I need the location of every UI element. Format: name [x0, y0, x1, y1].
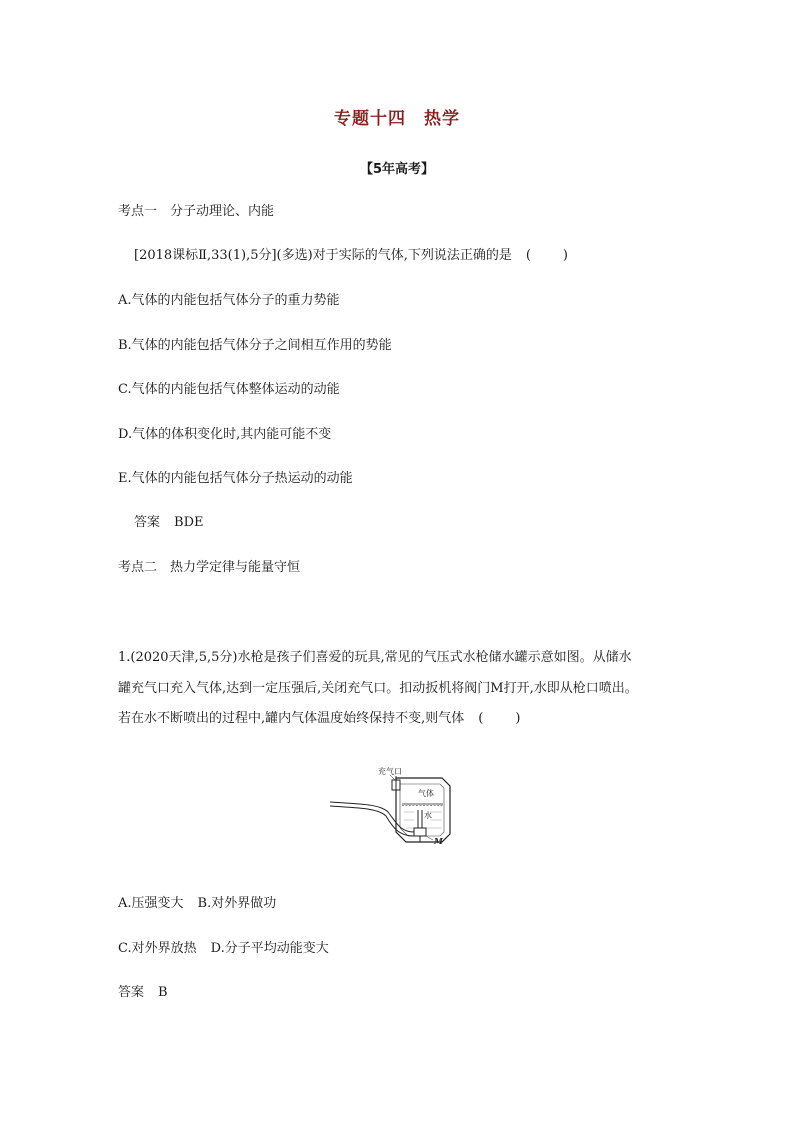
option-a: A.气体的内能包括气体分子的重力势能 — [118, 293, 340, 308]
answer-label-2: 答案 — [118, 985, 145, 1000]
question-stem-1 — [134, 246, 568, 266]
options-row-1 — [118, 894, 276, 914]
topic-heading-1: 考点一 分子动理论、内能 — [118, 204, 275, 219]
option-c: C.气体的内能包括气体整体运动的动能 — [118, 382, 340, 397]
options-row-2 — [118, 939, 329, 959]
question-source: [2018课标Ⅱ,33(1),5分](多选) — [134, 248, 313, 263]
valve-leader — [426, 836, 433, 840]
question-2-text: 若在水不断喷出的过程中,罐内气体温度始终保持不变,则气体 — [118, 711, 465, 726]
question-2-line-3 — [118, 709, 520, 729]
option-d: D.气体的体积变化时,其内能可能不变 — [118, 427, 332, 442]
answer-paren-open: ( — [525, 248, 531, 263]
answer-value: BDE — [174, 515, 204, 530]
answer-value-2: B — [158, 985, 168, 1000]
answer-paren-close: ) — [562, 248, 568, 263]
question-text: 对于实际的气体,下列说法正确的是 — [312, 248, 512, 263]
answer-label: 答案 — [134, 515, 161, 530]
question-2-line-2: 罐充气口充入气体,达到一定压强后,关闭充气口。扣动扳机将阀门M打开,水即从枪口喷出。 — [118, 681, 638, 696]
option-b: B.气体的内能包括气体分子之间相互作用的势能 — [118, 338, 392, 353]
water-gun-tank-diagram — [330, 762, 460, 850]
answer-paren-close-2: ) — [515, 711, 521, 726]
answer-line-2 — [118, 983, 168, 1003]
section-subtitle: 【5年高考】 — [359, 162, 435, 177]
option-e: E.气体的内能包括气体分子热运动的动能 — [118, 471, 353, 486]
water-gun-tank-svg — [330, 762, 460, 850]
option-2-b: B.对外界做功 — [197, 896, 277, 911]
barrel-pipe-lower — [330, 806, 414, 836]
page-title: 专题十四 热学 — [334, 109, 460, 129]
valve-label: M — [434, 836, 443, 846]
valve-m-body — [414, 828, 426, 836]
water-label: 水 — [424, 811, 432, 820]
inlet-label: 充气口 — [378, 767, 402, 776]
topic-heading-2: 考点二 热力学定律与能量守恒 — [118, 560, 301, 575]
question-2-line-1: 1.(2020天津,5,5分)水枪是孩子们喜爱的玩具,常见的气压式水枪储水罐示意如图。从储水 — [118, 650, 632, 665]
option-2-c: C.对外界放热 — [118, 941, 197, 956]
water-hatch — [404, 812, 442, 828]
answer-line-1 — [134, 513, 203, 533]
option-2-d: D.分子平均动能变大 — [210, 941, 329, 956]
gas-label: 气体 — [418, 789, 434, 798]
option-2-a: A.压强变大 — [118, 896, 184, 911]
answer-paren-open-2: ( — [478, 711, 484, 726]
